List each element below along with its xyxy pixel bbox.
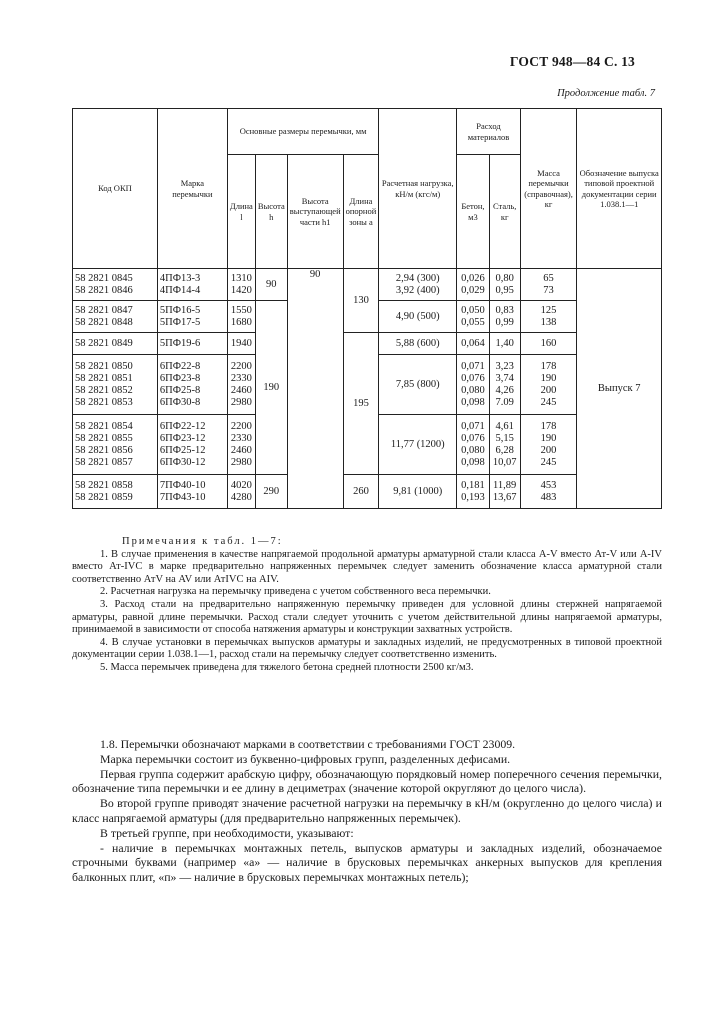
cell-marks [157, 415, 227, 475]
cell-codes [73, 269, 158, 301]
cell-lengths [227, 301, 255, 333]
cell-line: 125 [540, 304, 557, 316]
cell-line: 138 [540, 316, 557, 328]
cell-concrete [457, 475, 489, 509]
cell-line: 1550 [230, 304, 252, 316]
cell-steel [489, 475, 520, 509]
cell-line: 0,076 [461, 432, 485, 444]
cell-line: 58 2821 0851 [75, 372, 133, 384]
cell-line: 6ПФ30-8 [159, 396, 201, 408]
cell-line: 6,28 [495, 444, 514, 456]
cell-codes [73, 333, 158, 355]
cell-line: 1680 [230, 316, 252, 328]
cell-line: 3,74 [495, 372, 514, 384]
cell-line: 0,071 [461, 420, 485, 432]
note-item: 3. Расход стали на предварительно напряженную перемычку приведен для условной длины стержней напрягаемой арматуры, равной длине перемычки. Расход стали следует уточнить с учетом действительной длины напрягаемой арматуры, принимаемой в зависимости от способа натяжения арматуры и конструкции захватных устройств. [72, 598, 662, 636]
header-load: Расчетная нагрузка, кН/м (кгс/м) [379, 109, 457, 269]
cell-line: 245 [540, 456, 557, 468]
header-concrete: Бетон, м3 [457, 155, 489, 269]
header-mark: Марка перемычки [157, 109, 227, 269]
paragraph: Во второй группе приводят значение расчетной нагрузки на перемычку в кН/м (округленно до целого числа) и класс напрягаемой арматуры (для предварительно напряженных перемычек). [72, 796, 662, 825]
header-mass: Масса перемычки (справочная), кг [520, 109, 577, 269]
note-item: 1. В случае применения в качестве напрягаемой продольной арматуры арматурной стали класса А-V вместо Ат-V или А-IV вместо Ат-IVC в марке предварительно напряженных перемычек следует заменить обозначение класса арматурной стали соответственно АтV на AV или АтIVC на AIV. [72, 548, 662, 585]
cell-lengths [227, 475, 255, 509]
cell-line: 0,098 [461, 396, 485, 408]
cell-marks [157, 301, 227, 333]
cell-line: 4ПФ13-3 [159, 272, 201, 284]
table-continuation-caption: Продолжение табл. 7 [557, 88, 655, 99]
cell-line: 7ПФ40-10 [159, 479, 206, 491]
cell-line: 6ПФ23-12 [159, 432, 206, 444]
cell-line: 10,07 [492, 456, 517, 468]
cell-line: 58 2821 0848 [75, 316, 133, 328]
note-item: 2. Расчетная нагрузка на перемычку приведена с учетом собственного веса перемычки. [100, 586, 491, 598]
cell-line: 1310 [230, 272, 252, 284]
lintel-table [72, 108, 662, 509]
cell-line: 0,050 [461, 304, 485, 316]
cell-line: 6ПФ22-12 [159, 420, 206, 432]
cell-marks [157, 333, 227, 355]
cell-steel [489, 301, 520, 333]
cell-load: 9,81 (1000) [379, 475, 457, 509]
cell-line: 0,99 [495, 316, 514, 328]
table-row [73, 475, 662, 509]
cell-height: 90 [255, 269, 287, 301]
cell-line: 58 2821 0854 [75, 420, 133, 432]
table-row [73, 269, 662, 301]
cell-line: 2330 [230, 432, 252, 444]
cell-line: 58 2821 0853 [75, 396, 133, 408]
cell-lengths [227, 333, 255, 355]
cell-line: 7ПФ43-10 [159, 491, 206, 503]
cell-lengths [227, 269, 255, 301]
table-row [73, 333, 662, 355]
cell-line: 0,098 [461, 456, 485, 468]
cell-line: 0,95 [495, 284, 514, 296]
cell-line: 1,40 [495, 337, 514, 349]
cell-steel [489, 415, 520, 475]
cell-concrete [457, 415, 489, 475]
cell-line: 4ПФ14-4 [159, 284, 201, 296]
header-protruding-height: Высота выступающей части h1 [287, 155, 343, 269]
cell-line: 0,193 [461, 491, 485, 503]
cell-line: 1420 [230, 284, 252, 296]
cell-line: 200 [540, 384, 557, 396]
cell-line: 5ПФ16-5 [159, 304, 201, 316]
cell-line: 6ПФ22-8 [159, 360, 201, 372]
cell-line: 245 [540, 396, 557, 408]
cell-line: 160 [540, 337, 557, 349]
cell-height: 290 [255, 475, 287, 509]
cell-concrete [457, 301, 489, 333]
cell-codes [73, 415, 158, 475]
cell-line: 5,15 [495, 432, 514, 444]
cell-codes [73, 475, 158, 509]
paragraph: Первая группа содержит арабскую цифру, обозначающую порядковый номер поперечного сечения перемычки, обозначение типа перемычки и ее длину в дециметрах (значение которой округляют до целого числа). [72, 766, 662, 796]
header-support-length: Длина опорной зоны a [343, 155, 379, 269]
cell-codes [73, 355, 158, 415]
cell-line: 0,83 [495, 304, 514, 316]
cell-line: 0,064 [461, 337, 485, 349]
cell-support-length: 130 [343, 269, 379, 333]
header-designation: Обозначение выпуска типовой проектной документации серии 1.038.1—1 [577, 109, 662, 269]
cell-marks [157, 475, 227, 509]
cell-mass [520, 333, 577, 355]
cell-line: 0,055 [461, 316, 485, 328]
cell-support-length: 260 [343, 475, 379, 509]
cell-line: 58 2821 0855 [75, 432, 133, 444]
cell-line: 190 [540, 432, 557, 444]
cell-line: 5ПФ19-6 [159, 337, 201, 349]
header-code: Код ОКП [73, 109, 158, 269]
cell-concrete [457, 269, 489, 301]
paragraph: 1.8. Перемычки обозначают марками в соответствии с требованиями ГОСТ 23009. [100, 737, 516, 751]
cell-marks [157, 355, 227, 415]
cell-line: 7.09 [495, 396, 514, 408]
cell-line: 0,80 [495, 272, 514, 284]
table-notes [72, 536, 662, 675]
cell-line: 11,89 [493, 479, 517, 491]
cell-line: 58 2821 0849 [75, 337, 133, 349]
header-materials: Расход материалов [457, 109, 520, 155]
cell-line: 58 2821 0859 [75, 491, 133, 503]
cell-line: 58 2821 0856 [75, 444, 133, 456]
cell-marks [157, 269, 227, 301]
cell-line: 4280 [230, 491, 252, 503]
cell-mass [520, 415, 577, 475]
cell-line: 4020 [230, 479, 252, 491]
cell-line: 0,080 [461, 444, 485, 456]
cell-line: 0,071 [461, 360, 485, 372]
cell-designation: Выпуск 7 [577, 269, 662, 509]
cell-lengths [227, 355, 255, 415]
cell-codes [73, 301, 158, 333]
cell-line: 6ПФ25-12 [159, 444, 206, 456]
cell-line: 453 [540, 479, 557, 491]
cell-loads [379, 269, 457, 301]
cell-line: 2,94 (300) [395, 272, 440, 284]
cell-line: 73 [543, 284, 554, 296]
cell-line: 0,076 [461, 372, 485, 384]
cell-line: 2460 [230, 444, 252, 456]
cell-line: 190 [540, 372, 557, 384]
cell-concrete [457, 333, 489, 355]
cell-line: 58 2821 0845 [75, 272, 133, 284]
cell-line: 4,26 [495, 384, 514, 396]
cell-line: 0,029 [461, 284, 485, 296]
cell-load: 11,77 (1200) [379, 415, 457, 475]
cell-line: 58 2821 0846 [75, 284, 133, 296]
cell-line: 2980 [230, 456, 252, 468]
header-height: Высота h [255, 155, 287, 269]
cell-mass [520, 475, 577, 509]
cell-line: 2330 [230, 372, 252, 384]
header-dimensions: Основные размеры перемычки, мм [227, 109, 378, 155]
notes-title: Примечания к табл. 1—7: [122, 536, 283, 547]
cell-line: 58 2821 0857 [75, 456, 133, 468]
cell-steel [489, 355, 520, 415]
cell-line: 58 2821 0852 [75, 384, 133, 396]
cell-lengths [227, 415, 255, 475]
cell-support-length: 195 [343, 333, 379, 475]
cell-steel [489, 269, 520, 301]
cell-line: 200 [540, 444, 557, 456]
header-length: Длина l [227, 155, 255, 269]
cell-line: 58 2821 0858 [75, 479, 133, 491]
cell-concrete [457, 355, 489, 415]
cell-line: 6ПФ23-8 [159, 372, 201, 384]
cell-line: 58 2821 0847 [75, 304, 133, 316]
cell-line: 2200 [230, 360, 252, 372]
cell-line: 65 [543, 272, 554, 284]
cell-load: 5,88 (600) [379, 333, 457, 355]
cell-load: 4,90 (500) [379, 301, 457, 333]
cell-line: 6ПФ30-12 [159, 456, 206, 468]
cell-line: 3,23 [495, 360, 514, 372]
cell-line: 0,026 [461, 272, 485, 284]
page-header: ГОСТ 948—84 С. 13 [509, 54, 635, 69]
cell-line: 2200 [230, 420, 252, 432]
cell-line: 0,181 [461, 479, 485, 491]
cell-line: 1940 [230, 337, 252, 349]
cell-load: 7,85 (800) [379, 355, 457, 415]
body-text [72, 737, 662, 885]
cell-steel [489, 333, 520, 355]
cell-line: 58 2821 0850 [75, 360, 133, 372]
cell-line: 178 [540, 360, 557, 372]
paragraph: - наличие в перемычках монтажных петель, выпусков арматуры и закладных изделий, обозначаемое строчными буквами (например «а» — наличие в брусковых перемычках анкерных выпусков для крепления балконных плит, «п» — наличие в брусковых перемычках монтажных петель); [72, 840, 662, 885]
paragraph: Марка перемычки состоит из буквенно-цифровых групп, разделенных дефисами. [100, 751, 511, 766]
cell-line: 13,67 [492, 491, 517, 503]
cell-protruding-height: 90 [287, 269, 343, 509]
cell-line: 3,92 (400) [395, 284, 440, 296]
note-item: 5. Масса перемычек приведена для тяжелого бетона средней плотности 2500 кг/м3. [100, 661, 474, 673]
cell-mass [520, 355, 577, 415]
cell-height: 190 [255, 301, 287, 475]
cell-line: 2460 [230, 384, 252, 396]
cell-mass [520, 301, 577, 333]
cell-line: 4,61 [495, 420, 514, 432]
cell-line: 2980 [230, 396, 252, 408]
paragraph: В третьей группе, при необходимости, указывают: [100, 825, 354, 840]
cell-line: 0,080 [461, 384, 485, 396]
cell-line: 483 [540, 491, 557, 503]
cell-line: 5ПФ17-5 [159, 316, 201, 328]
cell-line: 178 [540, 420, 557, 432]
note-item: 4. В случае установки в перемычках выпусков арматуры и закладных изделий, не предусмотренных в типовой проектной документации серии 1.038.1—1, расход стали на перемычку следует соответственно изменить. [72, 636, 662, 661]
cell-line: 6ПФ25-8 [159, 384, 201, 396]
cell-mass [520, 269, 577, 301]
header-steel: Сталь, кг [489, 155, 520, 269]
